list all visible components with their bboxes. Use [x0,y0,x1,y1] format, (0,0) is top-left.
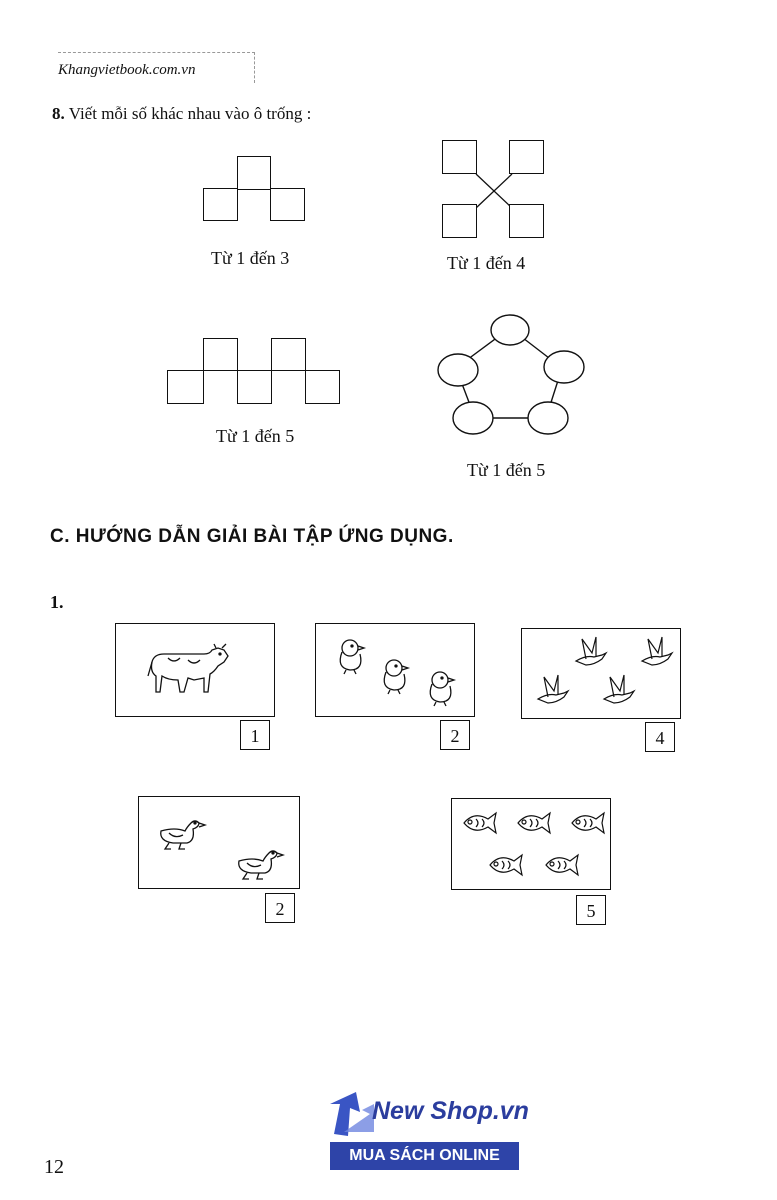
answer-box [442,140,477,174]
answer-box [237,370,272,404]
count-box: 5 [576,895,606,925]
figure-caption: Từ 1 đến 5 [216,426,295,446]
answer-box [203,188,238,221]
figure-caption: Từ 1 đến 5 [467,460,546,480]
exercise-1-number: 1. [50,592,64,612]
answer-box [271,338,306,371]
logo-brand: New Shop.vn [372,1097,529,1125]
answer-box [509,140,544,174]
logo-tagline: MUA SÁCH ONLINE [330,1142,519,1170]
picture-card-birds [521,628,681,719]
cow-icon [144,642,234,702]
picture-card-ducks [138,796,300,889]
header-site: Khangvietbook.com.vn [58,62,196,78]
count-box: 4 [645,722,675,752]
answer-box [509,204,544,238]
count-box: 1 [240,720,270,750]
picture-card-cow [115,623,275,717]
duck-icon [155,815,285,881]
answer-box [203,338,238,371]
arrow-logo-icon [330,1092,374,1140]
answer-box [270,188,305,221]
picture-card-chicks [315,623,475,717]
exercise-8-text: Viết mỗi số khác nhau vào ô trống : [68,104,312,123]
count-box: 2 [440,720,470,750]
answer-box [167,370,204,404]
exercise-8-prompt [52,104,311,124]
bird-icon [528,633,678,717]
exercise-8-number: 8. [52,104,65,123]
count-box: 2 [265,893,295,923]
figure-caption: Từ 1 đến 4 [447,253,526,273]
answer-box [305,370,340,404]
picture-card-fish [451,798,611,890]
figure-pentagon-ellipses [430,306,590,442]
answer-box [237,156,271,190]
section-title: C. HƯỚNG DẪN GIẢI BÀI TẬP ỨNG DỤNG. [50,526,454,547]
fish-icon [458,807,608,887]
chick-icon [326,634,466,712]
figure-caption: Từ 1 đến 3 [211,248,290,268]
page-number: 12 [44,1156,64,1178]
answer-box [442,204,477,238]
